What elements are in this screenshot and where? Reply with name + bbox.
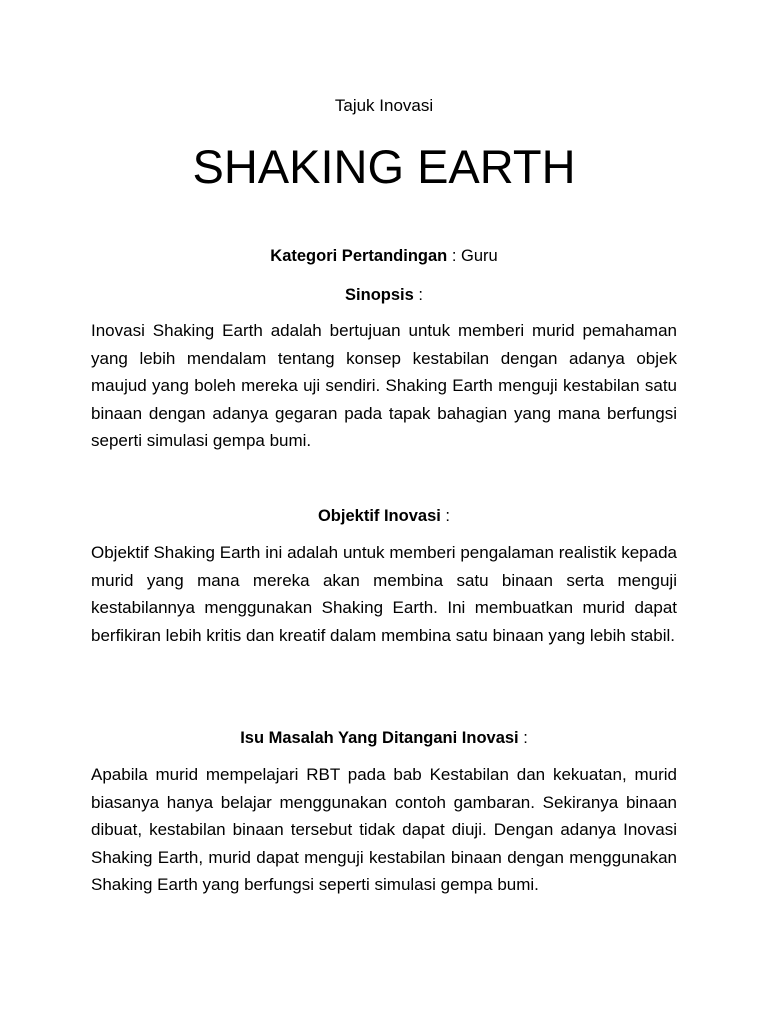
category-key: Kategori Pertandingan (270, 247, 448, 265)
section-heading-isu-masalah (0, 728, 768, 748)
document-title: SHAKING EARTH (192, 140, 576, 193)
category-line (0, 246, 768, 266)
section-heading-text: Isu Masalah Yang Ditangani Inovasi (240, 729, 519, 747)
category-value: Guru (461, 247, 498, 265)
section-heading-text: Objektif Inovasi (317, 507, 441, 525)
section-heading-separator: : (518, 729, 528, 747)
section-body-sinopsis: Inovasi Shaking Earth adalah bertujuan untuk memberi murid pemahaman yang lebih mendalam tentang konsep kestabilan dengan adanya objek maujud yang boleh mereka uji sendiri. Shaking Earth menguji kestabilan satu binaan dengan adanya gegaran pada tapak bahagian yang mana berfungsi seperti simulasi gempa bumi. (91, 321, 677, 451)
section-heading-text: Sinopsis (345, 286, 414, 304)
section-body-objektif: Objektif Shaking Earth ini adalah untuk memberi pengalaman realistik kepada murid yang mana mereka akan membina satu binaan serta menguji kestabilannya menggunakan Shaking Earth. Ini membuatkan murid dapat berfikiran lebih kritis dan kreatif dalam membina satu binaan yang lebih stabil. (91, 543, 677, 645)
section-heading-objektif (0, 506, 768, 526)
section-heading-separator: : (413, 286, 423, 304)
section-body-isu-masalah: Apabila murid mempelajari RBT pada bab Kestabilan dan kekuatan, murid biasanya hanya belajar menggunakan contoh gambaran. Sekiranya binaan dibuat, kestabilan binaan tersebut tidak dapat diuji. Dengan adanya Inovasi Shaking Earth, murid dapat menguji kestabilan binaan dengan menggunakan Shaking Earth yang berfungsi seperti simulasi gempa bumi. (91, 765, 677, 895)
category-separator: : (447, 247, 462, 265)
document-label: Tajuk Inovasi (334, 96, 434, 115)
section-heading-separator: : (440, 507, 451, 525)
section-heading-sinopsis (0, 285, 768, 305)
